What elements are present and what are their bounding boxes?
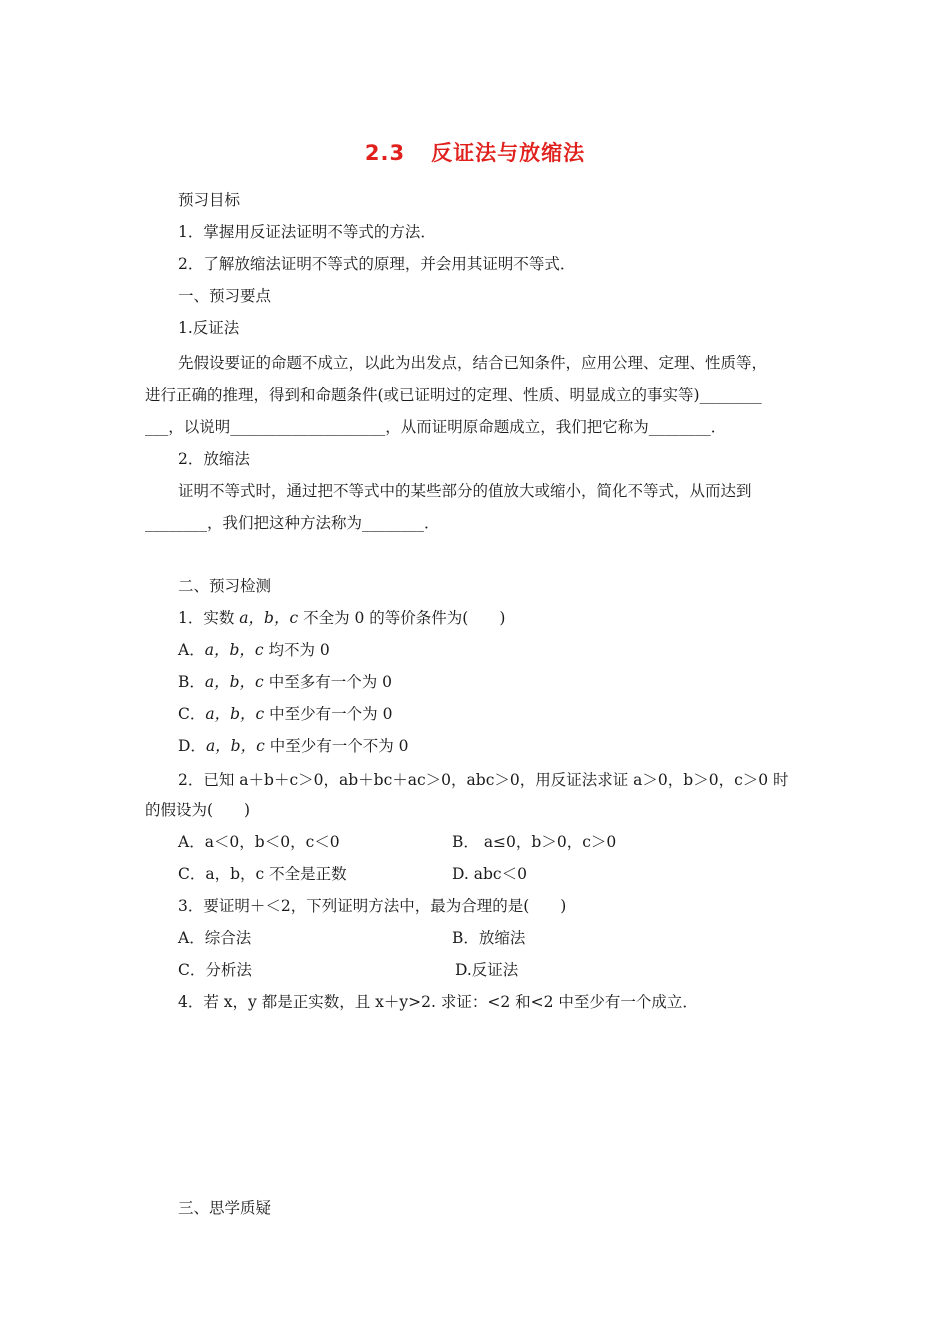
goal-item-1: 1．掌握用反证法证明不等式的方法． [178,223,436,241]
page-title [0,137,950,167]
sub1-line-2: 进行正确的推理，得到和命题条件(或已证明过的定理、性质、明显成立的事实等)________ [145,386,762,404]
goal-item-2: 2．了解放缩法证明不等式的原理，并会用其证明不等式． [178,255,576,273]
q1-b-text: 中至多有一个为 0 [268,673,392,691]
q1-c-vars: a，b，c [205,705,265,723]
q1-option-c: C．a，b，c 中至少有一个为 0 [178,705,393,723]
sub2-title: 2．放缩法 [178,450,250,468]
q2-option-c: C．a，b，c 不全是正数 [178,865,347,883]
q3-stem: 3．要证明＋＜2，下列证明方法中，最为合理的是( ) [178,897,567,915]
q2-stem-line-2: 的假设为( ) [145,801,251,819]
section-number: 2.3 [364,141,406,165]
q2-option-d: D. abc＜0 [452,865,527,883]
goals-heading: 预习目标 [178,191,241,209]
q2-stem-line-1: 2．已知 a＋b＋c＞0，ab＋bc＋ac＞0，abc＞0，用反证法求证 a＞0，b＞0，c＞0 时 [178,771,789,789]
sub2-line-1: 证明不等式时，通过把不等式中的某些部分的值放大或缩小，简化不等式，从而达到 [178,482,752,500]
q3-option-d: D.反证法 [455,961,519,979]
q1-a-text: 均不为 0 [268,641,330,659]
q4-stem: 4．若 x，y 都是正实数，且 x＋y>2. 求证：<2 和<2 中至少有一个成立． [178,993,698,1011]
q1-stem-vars: a，b，c [239,609,299,627]
sub1-line-1: 先假设要证的命题不成立，以此为出发点，结合已知条件，应用公理、定理、性质等， [178,354,768,372]
q3-option-c: C．分析法 [178,961,252,979]
section1-heading: 一、预习要点 [178,287,272,305]
q1-stem-post: 不全为 0 的等价条件为( ) [298,609,506,627]
q1-a-vars: a，b，c [204,641,264,659]
q1-d-vars: a，b，c [205,737,265,755]
q2-option-a: A．a＜0，b＜0，c＜0 [178,833,340,851]
q1-option-d: D．a，b，c 中至少有一个不为 0 [178,737,409,755]
q1-stem-pre: 1．实数 [178,609,240,627]
q2-option-b: B． a≤0，b＞0，c＞0 [452,833,617,851]
sub2-line-2: ________，我们把这种方法称为________． [145,514,440,532]
q1-stem [178,608,505,628]
title-text: 反证法与放缩法 [431,141,586,165]
section2-heading: 二、预习检测 [178,577,272,595]
section3-heading: 三、思学质疑 [178,1199,272,1217]
sub1-line-3: ___，以说明____________________，从而证明原命题成立，我们把它称为________． [145,418,727,436]
q3-option-a: A．综合法 [178,929,252,947]
q1-d-text: 中至少有一个不为 0 [269,737,409,755]
q1-b-vars: a，b，c [204,673,264,691]
q1-option-a: A．a，b，c 均不为 0 [178,641,330,659]
q1-c-text: 中至少有一个为 0 [269,705,393,723]
q1-option-b: B．a，b，c 中至多有一个为 0 [178,673,392,691]
q3-option-b: B．放缩法 [452,929,526,947]
sub1-title: 1.反证法 [178,319,240,337]
